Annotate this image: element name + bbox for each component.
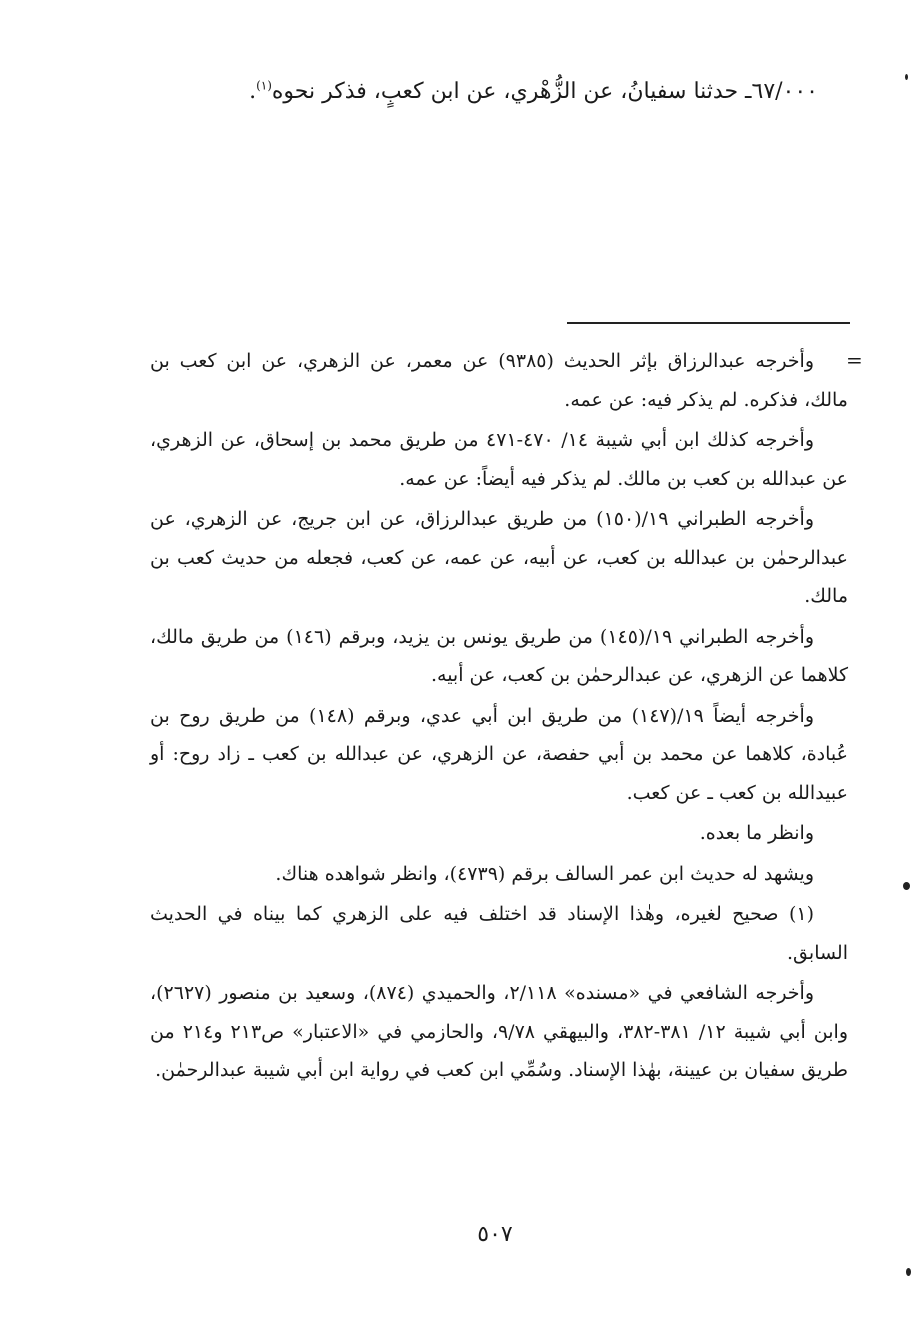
footnotes xyxy=(150,342,848,1092)
continuation-mark: = xyxy=(846,348,863,372)
page-number-row xyxy=(0,1219,914,1251)
page-number: ٥٠٧ xyxy=(477,1222,513,1247)
hadith-text xyxy=(150,72,818,112)
footnote-paragraph: وأخرجه أيضاً ١٩/(١٤٧) من طريق ابن أبي عدي، وبرقم (١٤٨) من طريق روح بن عُبادة، كلاهما عن محمد بن أبي حفصة، عن الزهري، عن عبدالله بن كعب ـ زاد روح: أو عبيدالله بن كعب ـ عن كعب. xyxy=(150,704,848,804)
footnote-paragraph: ويشهد له حديث ابن عمر السالف برقم (٤٧٣٩)، وانظر شواهده هناك. xyxy=(275,862,814,885)
footnote-paragraph: (١) صحيح لغيره، وهٰذا الإسناد قد اختلف فيه على الزهري كما بيناه في الحديث السابق. xyxy=(150,903,848,964)
scan-speck xyxy=(906,1268,911,1276)
hadith-end: . xyxy=(249,79,257,104)
footnote-paragraph: وأخرجه الشافعي في «مسنده» ٢/١١٨، والحميدي (٨٧٤)، وسعيد بن منصور (٢٦٢٧)، وابن أبي شيبة ١٢/ ٣٨١-٣٨٢، والبيهقي ٩/٧٨، والحازمي في «الاعتبار» ص٢١٣ و٢١٤ من طريق سفيان بن عيينة، بهٰذا الإسناد. وسُمِّي ابن كعب في رواية ابن أبي شيبة عبدالرحمٰن. xyxy=(150,982,848,1081)
footnote-paragraph: وأخرجه الطبراني ١٩/(١٤٥) من طريق يونس بن يزيد، وبرقم (١٤٦) من طريق مالك، كلاهما عن الزهري، عن عبدالرحمٰن بن كعب، عن أبيه. xyxy=(150,625,848,686)
footnote-paragraph: وأخرجه كذلك ابن أبي شيبة ١٤/ ٤٧٠-٤٧١ من طريق محمد بن إسحاق، عن الزهري، عن عبدالله بن كعب بن مالك. لم يذكر فيه أيضاً: عن عمه. xyxy=(150,429,848,490)
footnote-separator xyxy=(567,322,850,324)
footnote-paragraph: وأخرجه عبدالرزاق بإثر الحديث (٩٣٨٥) عن معمر، عن الزهري، عن ابن كعب بن مالك، فذكره. لم يذكر فيه: عن عمه. xyxy=(150,350,848,411)
scan-speck xyxy=(903,882,910,890)
footnote-marker: (١) xyxy=(256,78,272,93)
hadith-body: ٦٧/٠٠٠ـ حدثنا سفيانُ، عن الزُّهْري، عن ابن كعبٍ، فذكر نحوه xyxy=(271,79,818,104)
footnote-paragraph: وانظر ما بعده. xyxy=(699,822,814,844)
footnote-paragraph: وأخرجه الطبراني ١٩/(١٥٠) من طريق عبدالرزاق، عن ابن جريج، عن الزهري، عن عبدالرحمٰن بن عبدالله بن كعب، عن أبيه، عن عمه، عن كعب، فجعله من حديث كعب بن مالك. xyxy=(150,508,848,607)
scan-speck xyxy=(905,74,908,80)
